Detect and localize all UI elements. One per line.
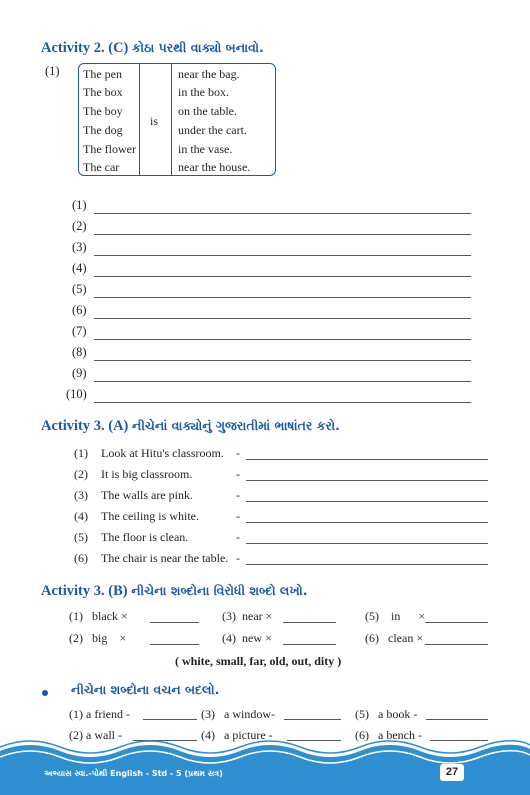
opposite-item xyxy=(365,609,425,624)
item-number: (5) xyxy=(74,530,88,544)
answer-line[interactable] xyxy=(283,622,336,623)
answer-line[interactable] xyxy=(246,459,488,460)
item-number: (1) xyxy=(69,707,83,721)
item-number: (1) xyxy=(69,609,83,623)
word: a friend - xyxy=(86,707,130,721)
dash: - xyxy=(236,530,240,544)
answer-line[interactable] xyxy=(246,543,488,544)
answer-number: (5) xyxy=(72,282,87,296)
item-number: (2) xyxy=(69,728,83,742)
cross-mark: × xyxy=(265,609,273,623)
table-subject: The pen xyxy=(83,67,122,81)
table-place: in the vase. xyxy=(178,142,233,156)
answer-line[interactable] xyxy=(426,719,488,720)
answer-line[interactable] xyxy=(425,622,488,623)
word: new xyxy=(242,631,262,645)
item-number: (3) xyxy=(222,609,236,623)
word-hint: ( white, small, far, old, out, dity ) xyxy=(175,654,342,668)
book-title: અભ્યાસ સ્વા.-પોથી English - Std - 5 (પ્રથમ સત્ર) xyxy=(44,769,223,778)
activity-3a-title: Activity 3. (A) xyxy=(41,418,129,434)
item-number: (6) xyxy=(355,728,369,742)
table-verb: is xyxy=(150,114,159,128)
answer-number: (4) xyxy=(72,261,87,275)
opposite-item xyxy=(222,631,272,646)
table-divider xyxy=(171,64,172,175)
sentence-table xyxy=(78,63,276,176)
word: clean xyxy=(388,631,414,645)
activity-3b-instruction: નીચેના શબ્દોના વિરોધી શબ્દો લખો. xyxy=(131,583,308,598)
dash: - xyxy=(236,488,240,502)
item-number: (6) xyxy=(365,631,379,645)
table-place: in the box. xyxy=(178,85,229,99)
activity-3a-instruction: નીચેનાં વાક્યોનું ગુજરાતીમાં ભાષાંતર કરો. xyxy=(132,418,340,433)
item-number: (6) xyxy=(74,551,88,565)
answer-number: (6) xyxy=(72,303,87,317)
dash: - xyxy=(236,446,240,460)
table-place: under the cart. xyxy=(178,123,247,137)
word: a bench - xyxy=(378,728,422,742)
word: a book - xyxy=(378,707,418,721)
word: big xyxy=(92,631,108,645)
item-number: (1) xyxy=(74,446,88,460)
answer-line[interactable] xyxy=(94,318,471,319)
item-number: (2) xyxy=(74,467,88,481)
answer-line[interactable] xyxy=(94,339,471,340)
answer-line[interactable] xyxy=(94,402,471,403)
dash: - xyxy=(236,551,240,565)
word: a wall - xyxy=(86,728,122,742)
cross-mark: × xyxy=(119,631,127,645)
word: black xyxy=(92,609,118,623)
sentence: Look at Hitu's classroom. xyxy=(101,446,224,460)
answer-line[interactable] xyxy=(94,234,471,235)
table-divider xyxy=(139,64,140,175)
opposite-item xyxy=(69,609,128,624)
answer-line[interactable] xyxy=(94,213,471,214)
table-subject: The dog xyxy=(83,123,123,137)
table-subject: The boy xyxy=(83,104,123,118)
item-number: (4) xyxy=(74,509,88,523)
dash: - xyxy=(236,467,240,481)
answer-line[interactable] xyxy=(246,480,488,481)
sentence: The walls are pink. xyxy=(101,488,193,502)
cross-mark: × xyxy=(121,609,128,623)
sentence: The ceiling is white. xyxy=(101,509,199,523)
item-number: (4) xyxy=(222,631,236,645)
opposite-item xyxy=(365,631,423,646)
answer-line[interactable] xyxy=(284,719,341,720)
opposite-item xyxy=(69,631,126,646)
answer-number: (10) xyxy=(66,387,87,401)
answer-line[interactable] xyxy=(425,644,488,645)
activity-2c-title: Activity 2. (C) xyxy=(41,40,129,56)
table-place: on the table. xyxy=(178,104,237,118)
plural-item xyxy=(201,707,275,722)
answer-line[interactable] xyxy=(94,360,471,361)
answer-line[interactable] xyxy=(94,381,471,382)
answer-line[interactable] xyxy=(283,644,336,645)
plural-heading xyxy=(71,682,219,699)
word: in xyxy=(391,609,401,623)
item-number: (5) xyxy=(365,609,379,623)
answer-line[interactable] xyxy=(94,255,471,256)
table-subject: The box xyxy=(83,85,123,99)
cross-mark: × xyxy=(418,609,426,623)
answer-number: (8) xyxy=(72,345,87,359)
item-number: (1) xyxy=(45,64,60,78)
page-number: 27 xyxy=(440,764,464,781)
item-number: (2) xyxy=(69,631,83,645)
answer-line[interactable] xyxy=(246,522,488,523)
answer-number: (3) xyxy=(72,240,87,254)
answer-line[interactable] xyxy=(94,276,471,277)
opposite-item xyxy=(222,609,272,624)
table-place: near the house. xyxy=(178,160,251,174)
sentence: It is big classroom. xyxy=(101,467,193,481)
item-number: (4) xyxy=(201,728,215,742)
answer-number: (2) xyxy=(72,219,87,233)
answer-line[interactable] xyxy=(94,297,471,298)
answer-line[interactable] xyxy=(143,719,197,720)
answer-line[interactable] xyxy=(150,622,199,623)
answer-line[interactable] xyxy=(150,644,199,645)
sentence: The floor is clean. xyxy=(101,530,189,544)
table-subject: The flower xyxy=(83,142,136,156)
word: a picture - xyxy=(224,728,273,742)
bullet-icon xyxy=(42,690,48,696)
activity-3b-heading xyxy=(41,583,308,600)
answer-line[interactable] xyxy=(246,564,488,565)
cross-mark: × xyxy=(416,631,424,645)
item-number: (3) xyxy=(74,488,88,502)
cross-mark: × xyxy=(265,631,272,645)
word: a window- xyxy=(224,707,275,721)
item-number: (3) xyxy=(201,707,215,721)
activity-3a-heading xyxy=(41,418,340,435)
table-subject: The car xyxy=(83,160,120,174)
plural-item xyxy=(355,707,417,722)
item-number: (5) xyxy=(355,707,369,721)
activity-2c-heading xyxy=(41,40,264,57)
word: near xyxy=(242,609,263,623)
answer-number: (1) xyxy=(72,198,87,212)
table-place: near the bag. xyxy=(178,67,240,81)
plural-item xyxy=(69,707,130,722)
sentence: The chair is near the table. xyxy=(101,551,229,565)
dash: - xyxy=(236,509,240,523)
answer-line[interactable] xyxy=(246,501,488,502)
activity-3b-title: Activity 3. (B) xyxy=(41,583,128,599)
answer-number: (9) xyxy=(72,366,87,380)
activity-2c-instruction: કોઠા પરથી વાક્યો બનાવો. xyxy=(132,40,264,55)
answer-number: (7) xyxy=(72,324,87,338)
plural-instruction: નીચેના શબ્દોના વચન બદલો. xyxy=(71,682,220,697)
